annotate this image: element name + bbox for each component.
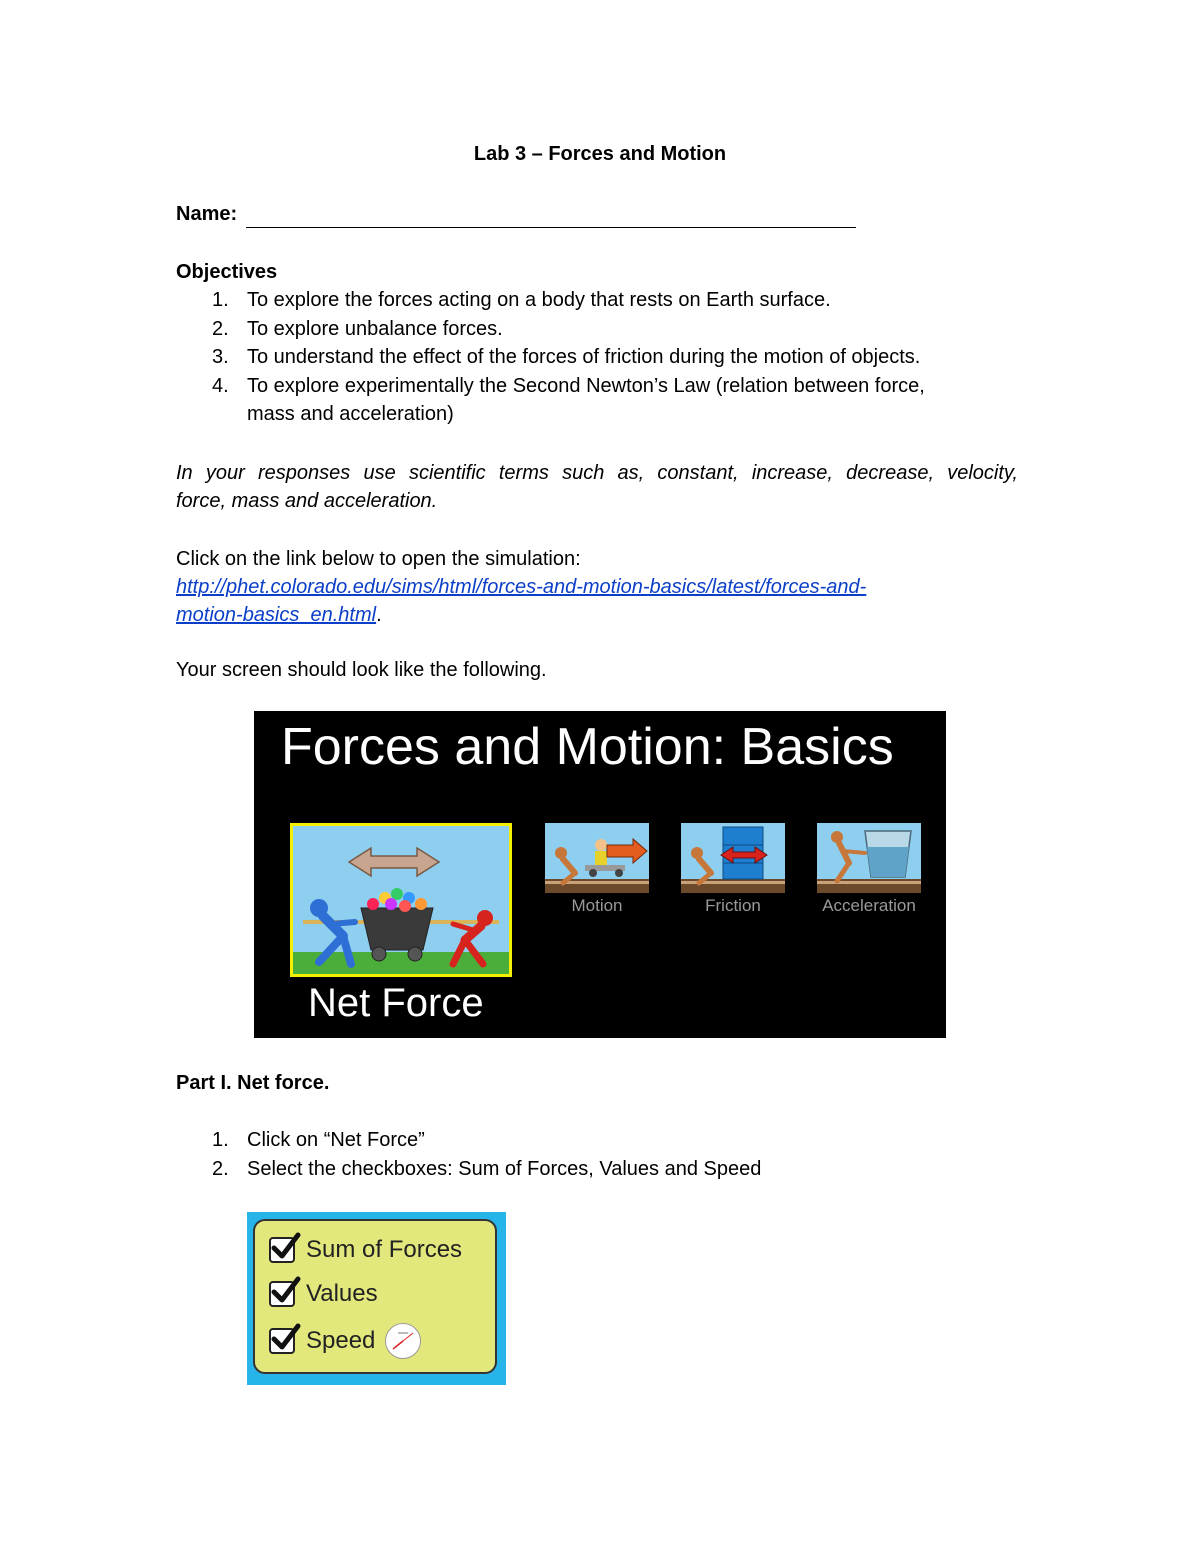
friction-label[interactable]: Friction — [705, 896, 761, 915]
speed-checkbox[interactable] — [269, 1324, 421, 1358]
acceleration-illustration — [817, 823, 921, 893]
motion-illustration — [545, 823, 649, 893]
objective-item: 4. To explore experimentally the Second Newton’s Law (relation between force, mass and acceleration) — [212, 374, 925, 425]
checkbox-panel-screenshot — [247, 1212, 506, 1385]
objective-item: 1. To explore the forces acting on a body that rests on Earth surface. — [212, 289, 831, 311]
motion-thumbnail[interactable] — [545, 823, 649, 893]
click-instruction: Click on the link below to open the simulation: — [176, 548, 581, 570]
sum-of-forces-checkbox[interactable] — [269, 1233, 462, 1267]
simulation-link-line-1[interactable]: http://phet.colorado.edu/sims/html/forces-and-motion-basics/latest/forces-and- — [176, 576, 867, 598]
values-label[interactable]: Values — [306, 1280, 378, 1307]
screen-instruction: Your screen should look like the following. — [176, 659, 547, 681]
net-force-label[interactable]: Net Force — [308, 981, 484, 1025]
checkbox-checked-icon[interactable] — [269, 1237, 295, 1263]
acceleration-thumbnail[interactable] — [817, 823, 921, 893]
part1-heading: Part I. Net force. — [176, 1072, 330, 1094]
checkbox-checked-icon[interactable] — [269, 1281, 295, 1307]
checkbox-panel — [253, 1219, 497, 1374]
net-force-thumbnail[interactable] — [290, 823, 512, 977]
name-blank-line — [246, 227, 856, 228]
acceleration-label[interactable]: Acceleration — [822, 896, 916, 915]
checkbox-checked-icon[interactable] — [269, 1328, 295, 1354]
simulation-title: Forces and Motion: Basics — [281, 718, 894, 776]
objective-item: 3. To understand the effect of the forces of friction during the motion of objects. — [212, 346, 921, 368]
simulation-screenshot — [254, 711, 946, 1038]
objective-item: 2. To explore unbalance forces. — [212, 317, 503, 340]
sum-of-forces-label[interactable]: Sum of Forces — [306, 1236, 463, 1263]
step-number: 2. — [212, 1158, 229, 1180]
document-title: Lab 3 – Forces and Motion — [473, 143, 727, 165]
friction-illustration — [681, 823, 785, 893]
objectives-heading: Objectives — [176, 261, 278, 283]
name-label: Name: — [176, 203, 238, 225]
step-text: Select the checkboxes: Sum of Forces, Values and Speed — [247, 1158, 762, 1180]
objectives-list — [176, 286, 1036, 429]
step-number: 1. — [212, 1129, 229, 1151]
motion-label[interactable]: Motion — [571, 896, 623, 915]
instruction-line-2: force, mass and acceleration. — [176, 490, 438, 512]
values-checkbox[interactable] — [269, 1277, 378, 1311]
simulation-link-continued[interactable] — [176, 601, 382, 629]
tug-of-war-illustration — [293, 826, 509, 974]
step-text: Click on “Net Force” — [247, 1129, 425, 1151]
link-period: . — [376, 604, 382, 626]
speedometer-icon — [385, 1323, 421, 1359]
simulation-link[interactable] — [176, 573, 866, 601]
friction-thumbnail[interactable] — [681, 823, 785, 893]
instruction-line-1: In your responses use scientific terms such as, constant, increase, decrease, velocity, — [176, 462, 1018, 484]
simulation-link-line-2[interactable]: motion-basics_en.html — [176, 604, 377, 626]
speed-label[interactable]: Speed — [306, 1327, 376, 1354]
